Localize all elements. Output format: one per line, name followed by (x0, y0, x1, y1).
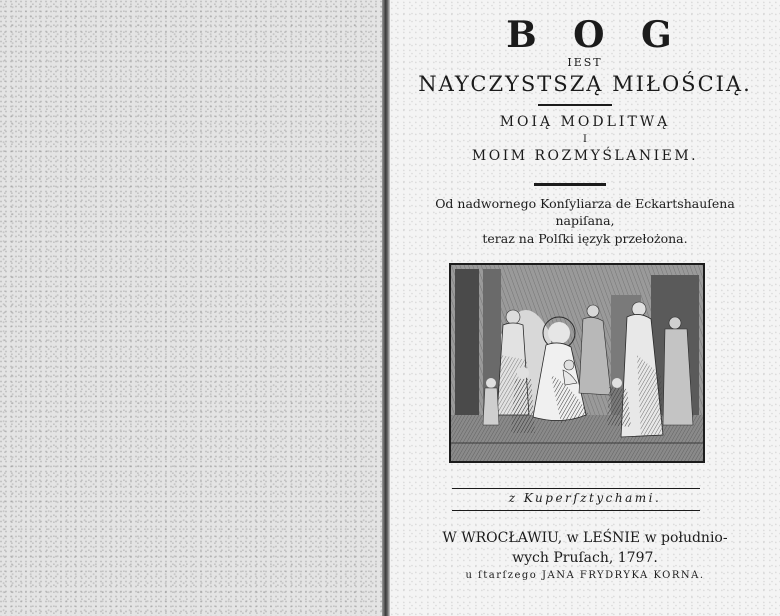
blank-left-page (0, 0, 386, 616)
imprint-line-2: wych Pruſach, 1797. (512, 550, 658, 566)
subtitle-line-2: MOIM ROZMYŚLANIEM. (471, 148, 699, 164)
author-line-1: Od nadwornego Konſyliarza de Eckartshauſena (435, 196, 735, 211)
author-line-2: napiſana, (555, 213, 615, 228)
author-line-3: teraz na Polſki ięzyk przełożona. (482, 231, 688, 246)
caption-rule-bottom (452, 510, 700, 511)
book-gutter (382, 0, 390, 616)
caption: z Kuperſztychami. (508, 491, 662, 505)
engraving-illustration (449, 263, 705, 463)
title-word: B O G (506, 14, 684, 56)
caption-rule-top (452, 488, 700, 489)
subtitle-line-1: MOIĄ MODLITWĄ (499, 114, 671, 130)
imprint-line-1: W WROCŁAWIU, w LEŚNIE w południo- (442, 530, 728, 546)
imprint-line-3: u ſtarſzego JANA FRYDRYKA KORNA. (465, 570, 705, 581)
subtitle-conjunction: I (583, 134, 587, 145)
title-connector: IEST (567, 56, 603, 69)
engraving-christ-blessing-children-icon (451, 265, 703, 461)
title-main: NAYCZYSTSZĄ MIŁOŚCIĄ. (418, 72, 752, 96)
subtitle-divider (534, 183, 606, 186)
title-divider (538, 104, 612, 106)
